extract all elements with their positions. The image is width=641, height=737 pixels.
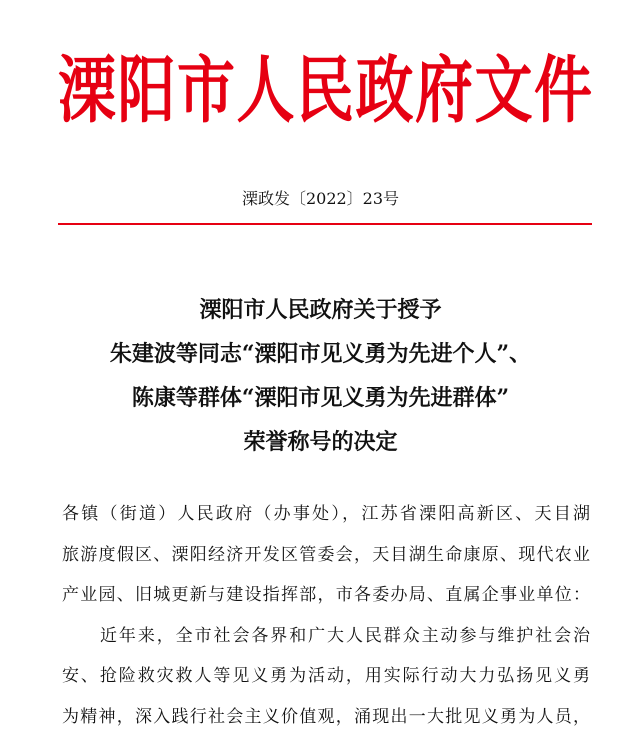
title-line: 陈康等群体“溧阳市见义勇为先进群体” xyxy=(0,376,641,420)
body-line: 近年来，全市社会各界和广大人民群众主动参与维护社会治 xyxy=(62,616,590,657)
body-line: 安、抢险救灾救人等见义勇为活动，用实际行动大力弘扬见义勇 xyxy=(62,656,590,697)
red-divider xyxy=(58,223,592,225)
body-line: 各镇（街道）人民政府（办事处），江苏省溧阳高新区、天目湖 xyxy=(62,494,590,535)
document-number: 溧政发〔2022〕23号 xyxy=(0,186,641,209)
body-line: 旅游度假区、溧阳经济开发区管委会，天目湖生命康原、现代农业 xyxy=(62,535,590,576)
document-body xyxy=(62,494,590,737)
title-line: 溧阳市人民政府关于授予 xyxy=(0,288,641,332)
title-line: 朱建波等同志“溧阳市见义勇为先进个人”、 xyxy=(0,332,641,376)
body-line: 产业园、旧城更新与建设指挥部，市各委办局、直属企事业单位： xyxy=(62,575,590,616)
title-line: 荣誉称号的决定 xyxy=(0,420,641,464)
document-header-title: 溧阳市人民政府文件 xyxy=(58,34,593,147)
document-title xyxy=(0,288,641,464)
body-line: 为精神，深入践行社会主义价值观，涌现出一大批见义勇为人员， xyxy=(62,697,590,737)
